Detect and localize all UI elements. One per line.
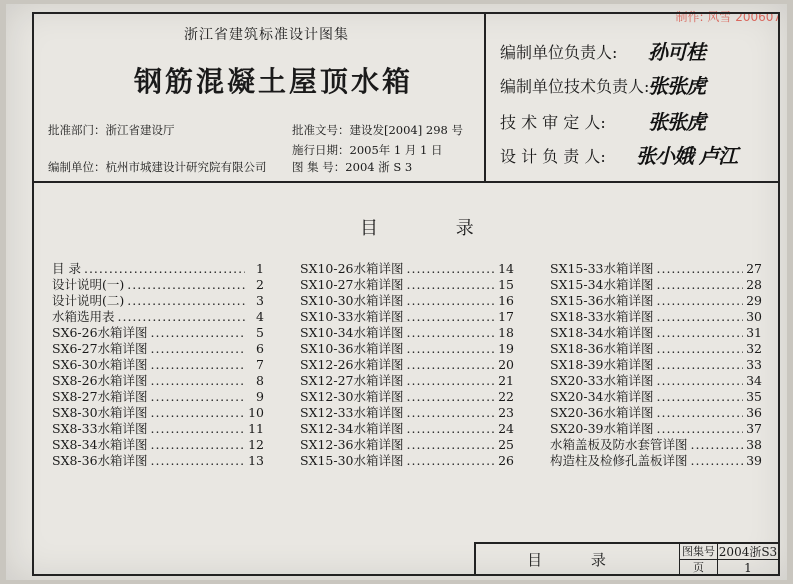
leader-dots xyxy=(84,261,245,277)
toc-entry-page: 6 xyxy=(256,341,264,356)
leader-dots xyxy=(657,341,744,357)
page-label: 页 xyxy=(680,560,718,576)
leader-dots xyxy=(407,389,496,405)
header-left xyxy=(34,14,486,183)
leader-dots xyxy=(657,421,744,437)
atlas-no-label: 图集号 xyxy=(680,544,718,560)
toc-entry xyxy=(550,405,762,421)
watermark: 制作: 风雪 200607 xyxy=(675,10,781,24)
compiler: 编制单位：杭州市城建设计研究院有限公司 xyxy=(48,160,267,174)
leader-dots xyxy=(407,421,496,437)
toc-entry-name: SX20-34水箱详图 xyxy=(550,389,654,404)
leader-dots xyxy=(657,405,744,421)
toc-entry xyxy=(52,389,264,405)
toc-entry-name: SX10-27水箱详图 xyxy=(300,277,404,292)
toc-entry xyxy=(550,325,762,341)
leader-dots xyxy=(151,357,245,373)
toc-entry-name: SX8-30水箱详图 xyxy=(52,405,148,420)
toc-entry-name: SX18-33水箱详图 xyxy=(550,309,654,324)
toc-entry-page: 15 xyxy=(498,277,514,292)
toc-entry xyxy=(550,309,762,325)
toc-entry-page: 1 xyxy=(256,261,264,276)
toc-entry-page: 39 xyxy=(746,453,762,468)
leader-dots xyxy=(151,405,245,421)
toc-entry xyxy=(300,309,514,325)
toc-entry-name: SX12-30水箱详图 xyxy=(300,389,404,404)
toc-entry-page: 9 xyxy=(256,389,264,404)
toc-entry-name: SX8-33水箱详图 xyxy=(52,421,148,436)
toc-entry-name: SX15-33水箱详图 xyxy=(550,261,654,276)
toc-entry xyxy=(300,325,514,341)
responsibility-block xyxy=(486,14,778,183)
toc-entry-name: SX12-36水箱详图 xyxy=(300,437,404,452)
signature: 孙可桂 xyxy=(648,40,705,64)
toc-entry xyxy=(52,341,264,357)
leader-dots xyxy=(407,405,496,421)
toc-entry-page: 25 xyxy=(498,437,514,452)
toc-entry xyxy=(52,437,264,453)
toc-entry-page: 36 xyxy=(746,405,762,420)
toc-entry xyxy=(300,453,514,469)
toc-entry xyxy=(550,341,762,357)
leader-dots xyxy=(407,437,496,453)
toc-entry-page: 2 xyxy=(256,277,264,292)
toc-entry-page: 33 xyxy=(746,357,762,372)
toc-entry-name: SX18-36水箱详图 xyxy=(550,341,654,356)
toc-entry-name: 水箱选用表 xyxy=(52,309,115,324)
toc-entry-page: 24 xyxy=(498,421,514,436)
leader-dots xyxy=(407,261,496,277)
role-row xyxy=(500,144,650,167)
toc-entry-page: 28 xyxy=(746,277,762,292)
toc-entry xyxy=(550,357,762,373)
toc-entry xyxy=(52,405,264,421)
toc-entry-name: SX18-39水箱详图 xyxy=(550,357,654,372)
toc-entry xyxy=(300,373,514,389)
toc-entry-name: SX20-36水箱详图 xyxy=(550,405,654,420)
toc-entry-page: 7 xyxy=(256,357,264,372)
toc-entry-name: SX8-34水箱详图 xyxy=(52,437,148,452)
leader-dots xyxy=(407,341,496,357)
toc-entry xyxy=(52,277,264,293)
toc-entry-name: SX12-33水箱详图 xyxy=(300,405,404,420)
toc-entry-page: 4 xyxy=(256,309,264,324)
leader-dots xyxy=(407,357,496,373)
toc-entry-name: SX10-30水箱详图 xyxy=(300,293,404,308)
toc-entry-page: 14 xyxy=(498,261,514,276)
toc-entry-name: SX6-26水箱详图 xyxy=(52,325,148,340)
toc-entry-page: 30 xyxy=(746,309,762,324)
leader-dots xyxy=(151,437,245,453)
page-value: 1 xyxy=(744,561,752,575)
toc-entry-name: SX10-34水箱详图 xyxy=(300,325,404,340)
toc-entry-name: SX12-27水箱详图 xyxy=(300,373,404,388)
leader-dots xyxy=(118,309,245,325)
toc-entry-page: 29 xyxy=(746,293,762,308)
toc-entry-page: 13 xyxy=(248,453,264,468)
toc-entry-page: 20 xyxy=(498,357,514,372)
toc-entry-name: SX6-30水箱详图 xyxy=(52,357,148,372)
toc-entry-page: 11 xyxy=(248,421,264,436)
toc-entry-page: 19 xyxy=(498,341,514,356)
toc-entry-name: SX10-26水箱详图 xyxy=(300,261,404,276)
leader-dots xyxy=(657,277,744,293)
toc-heading: 目 录 xyxy=(360,218,510,239)
effective-date: 施行日期：2005年 1 月 1 日 xyxy=(292,143,443,157)
toc-entry xyxy=(550,373,762,389)
page-title: 钢筋混凝土屋顶水箱 xyxy=(134,65,414,98)
toc-entry xyxy=(300,261,514,277)
toc-entry xyxy=(550,453,762,469)
toc-entry-page: 5 xyxy=(256,325,264,340)
leader-dots xyxy=(407,277,496,293)
toc-entry-name: 水箱盖板及防水套管详图 xyxy=(550,437,688,452)
leader-dots xyxy=(691,437,743,453)
toc-entry xyxy=(550,421,762,437)
toc-entry-name: SX8-36水箱详图 xyxy=(52,453,148,468)
leader-dots xyxy=(127,293,245,309)
signature: 张张虎 xyxy=(648,74,705,98)
toc-entry xyxy=(300,277,514,293)
toc-entry-name: SX8-27水箱详图 xyxy=(52,389,148,404)
toc-entry-name: SX6-27水箱详图 xyxy=(52,341,148,356)
toc-entry-page: 34 xyxy=(746,373,762,388)
toc-entry-page: 12 xyxy=(248,437,264,452)
leader-dots xyxy=(657,389,744,405)
toc-entry-page: 18 xyxy=(498,325,514,340)
approval-dept: 批准部门：浙江省建设厅 xyxy=(48,123,175,137)
toc-entry xyxy=(300,389,514,405)
leader-dots xyxy=(151,373,245,389)
leader-dots xyxy=(407,309,496,325)
role-row xyxy=(500,74,650,97)
leader-dots xyxy=(657,325,744,341)
toc-entry-name: SX15-36水箱详图 xyxy=(550,293,654,308)
toc-entry-name: SX18-34水箱详图 xyxy=(550,325,654,340)
role-label: 编制单位负责人: xyxy=(500,43,618,62)
toc-entry-page: 22 xyxy=(498,389,514,404)
toc-entry-page: 32 xyxy=(746,341,762,356)
leader-dots xyxy=(657,293,744,309)
leader-dots xyxy=(657,261,744,277)
toc-entry-name: SX12-26水箱详图 xyxy=(300,357,404,372)
toc-entry xyxy=(52,357,264,373)
toc-entry-name: SX10-36水箱详图 xyxy=(300,341,404,356)
toc-entry-page: 26 xyxy=(498,453,514,468)
leader-dots xyxy=(657,373,744,389)
toc-entry-name: SX15-30水箱详图 xyxy=(300,453,404,468)
footer-title: 目 录 xyxy=(476,544,680,576)
toc-entry xyxy=(52,421,264,437)
atlas-series: 浙江省建筑标准设计图集 xyxy=(184,27,349,43)
role-label: 技 术 审 定 人: xyxy=(500,113,606,132)
leader-dots xyxy=(151,341,245,357)
leader-dots xyxy=(691,453,743,469)
atlas-number: 图 集 号：2004 浙 S 3 xyxy=(292,160,413,174)
leader-dots xyxy=(657,357,744,373)
leader-dots xyxy=(407,373,496,389)
toc-entry xyxy=(52,453,264,469)
toc-entry xyxy=(550,293,762,309)
toc-entry xyxy=(300,405,514,421)
drawing-sheet xyxy=(6,4,787,580)
toc-entry xyxy=(300,293,514,309)
toc-entry-name: SX15-34水箱详图 xyxy=(550,277,654,292)
toc-entry-name: 构造柱及检修孔盖板详图 xyxy=(550,453,688,468)
leader-dots xyxy=(151,453,245,469)
leader-dots xyxy=(151,421,245,437)
toc-entry xyxy=(300,357,514,373)
toc-entry-page: 16 xyxy=(498,293,514,308)
toc-entry-page: 3 xyxy=(256,293,264,308)
toc-entry-page: 37 xyxy=(746,421,762,436)
leader-dots xyxy=(127,277,245,293)
atlas-no-value: 2004浙S3 xyxy=(718,545,778,559)
signature: 张张虎 xyxy=(648,110,705,134)
toc-entry-name: 目 录 xyxy=(52,261,81,276)
toc-entry xyxy=(300,341,514,357)
leader-dots xyxy=(407,293,496,309)
toc-entry-page: 35 xyxy=(746,389,762,404)
toc-entry-page: 27 xyxy=(746,261,762,276)
leader-dots xyxy=(407,325,496,341)
toc-entry xyxy=(52,325,264,341)
toc-entry-page: 17 xyxy=(498,309,514,324)
toc-entry-name: 设计说明(二) xyxy=(52,293,125,308)
title-block xyxy=(474,542,778,576)
leader-dots xyxy=(657,309,744,325)
role-row xyxy=(500,110,650,133)
toc-entry xyxy=(52,373,264,389)
toc-entry-page: 38 xyxy=(746,437,762,452)
role-label: 编制单位技术负责人: xyxy=(500,77,650,96)
toc-entry-page: 21 xyxy=(498,373,514,388)
role-row xyxy=(500,40,650,63)
toc-entry-name: SX10-33水箱详图 xyxy=(300,309,404,324)
toc-entry-name: SX12-34水箱详图 xyxy=(300,421,404,436)
toc-entry xyxy=(300,421,514,437)
leader-dots xyxy=(151,389,245,405)
toc-entry xyxy=(52,293,264,309)
toc-entry-page: 23 xyxy=(498,405,514,420)
toc-column-3 xyxy=(550,261,762,469)
leader-dots xyxy=(407,453,496,469)
toc-entry xyxy=(550,277,762,293)
toc-entry-page: 10 xyxy=(248,405,264,420)
toc-entry-name: SX8-26水箱详图 xyxy=(52,373,148,388)
toc-entry xyxy=(550,261,762,277)
toc-column-2 xyxy=(300,261,514,469)
leader-dots xyxy=(151,325,245,341)
toc-column-1 xyxy=(52,261,264,469)
toc-entry-page: 8 xyxy=(256,373,264,388)
toc-entry xyxy=(52,261,264,277)
toc-entry-name: 设计说明(一) xyxy=(52,277,125,292)
approval-doc: 批准文号：建设发[2004] 298 号 xyxy=(292,123,463,137)
toc-entry-name: SX20-39水箱详图 xyxy=(550,421,654,436)
toc-entry xyxy=(300,437,514,453)
toc-entry xyxy=(52,309,264,325)
toc-entry-name: SX20-33水箱详图 xyxy=(550,373,654,388)
toc-entry xyxy=(550,389,762,405)
toc-entry xyxy=(550,437,762,453)
title-frame xyxy=(32,12,780,576)
signature: 张小娥 卢江 xyxy=(636,144,737,168)
toc-entry-page: 31 xyxy=(746,325,762,340)
role-label: 设 计 负 责 人: xyxy=(500,147,606,166)
